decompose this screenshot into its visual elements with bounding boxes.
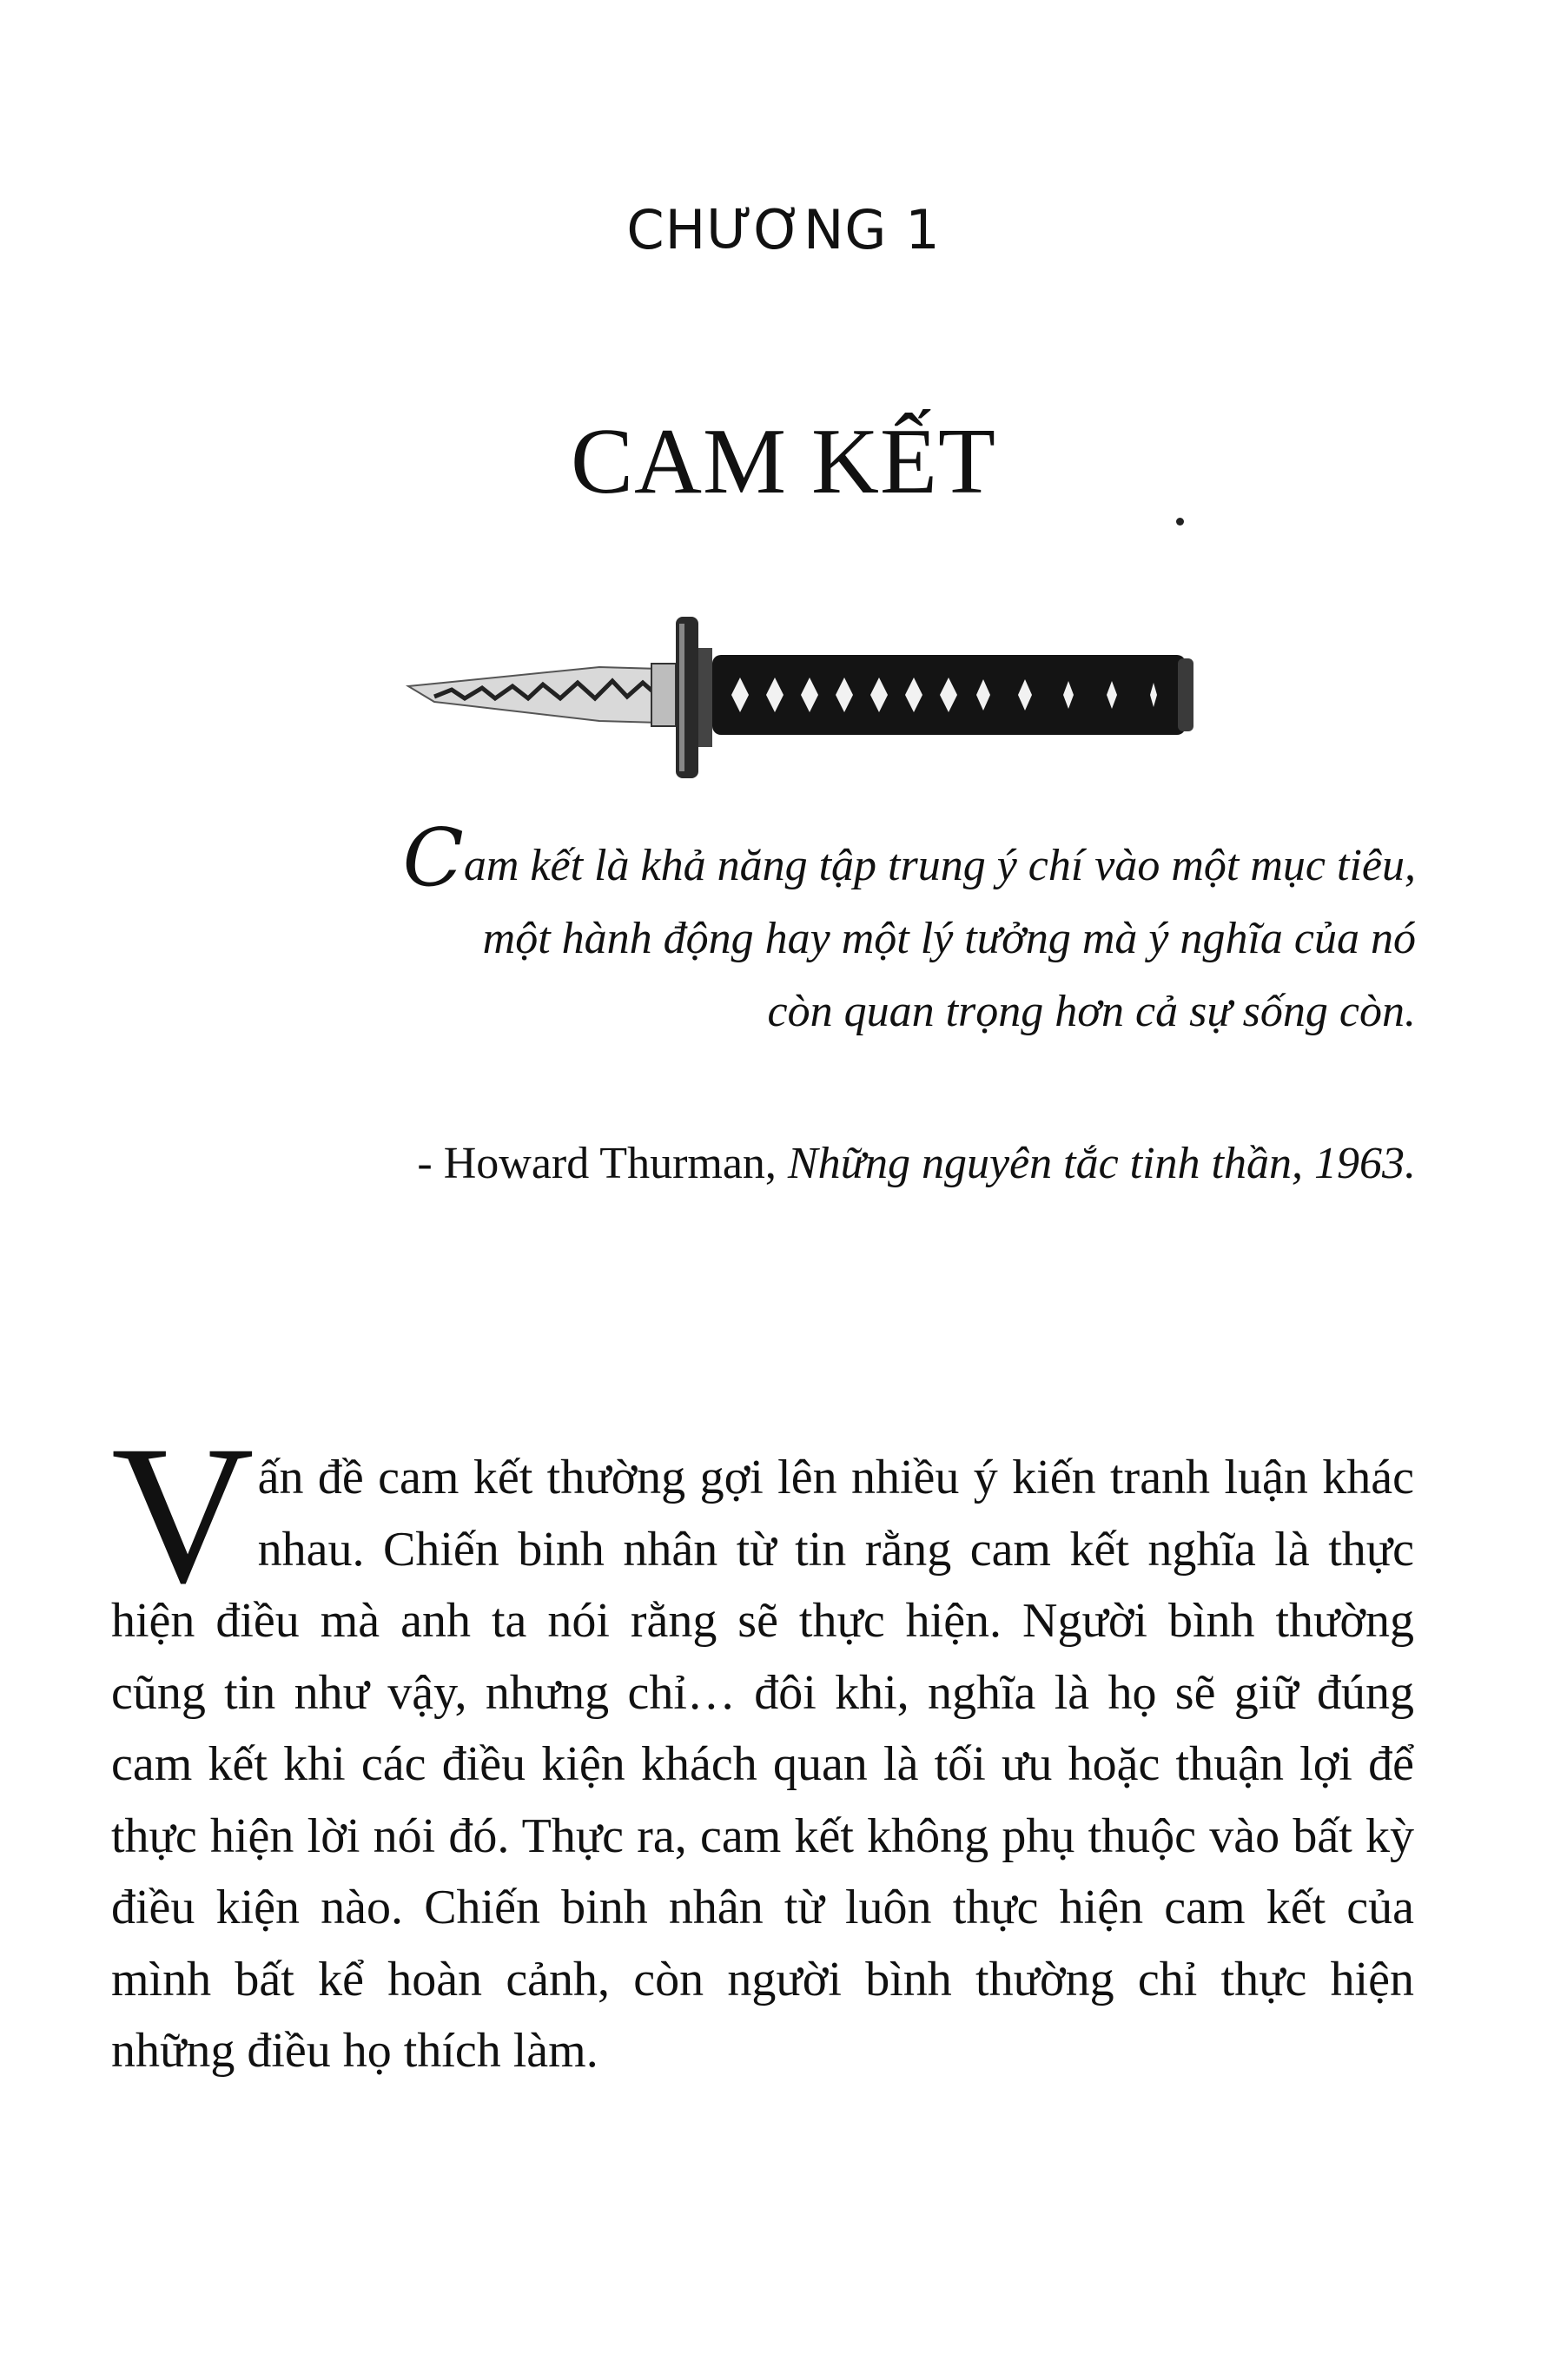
sword-tsuba — [676, 617, 698, 778]
epigraph-line-1 — [278, 811, 1416, 904]
epigraph-initial: C — [402, 811, 464, 904]
drop-cap: V — [111, 1405, 255, 1624]
body-paragraph-text: ấn đề cam kết thường gợi lên nhiều ý kiến tranh luận khác nhau. Chiến binh nhân từ tin rằng cam kết nghĩa là thực hiện điều mà anh ta nói rằng sẽ thực hiện. Người bình thường cũng tin như vậy, nhưng chỉ… đôi khi, nghĩa là họ sẽ giữ đúng cam kết khi các điều kiện khách quan là tối ưu hoặc thuận lợi để thực hiện lời nói đó. Thực ra, cam kết không phụ thuộc vào bất kỳ điều kiện nào. Chiến binh nhân từ luôn thực hiện cam kết của mình bất kể hoàn cảnh, còn người bình thường chỉ thực hiện những điều họ thích làm. — [111, 1451, 1414, 2078]
attribution-work: Những nguyên tắc tinh thần, 1963. — [787, 1139, 1416, 1188]
sword-tsuba-edge — [679, 624, 684, 771]
sword-seppa — [698, 648, 712, 747]
print-speck — [1176, 518, 1184, 526]
sword-habaki — [651, 664, 676, 726]
epigraph-attribution — [217, 1136, 1416, 1192]
chapter-label: CHƯƠNG 1 — [626, 198, 941, 261]
sword-kashira — [1178, 658, 1193, 731]
epigraph-line-1-text: am kết là khả năng tập trung ý chí vào một mục tiêu, — [463, 841, 1416, 890]
epigraph — [278, 811, 1416, 1048]
katana-sword-icon — [400, 599, 1199, 790]
attribution-author: - Howard Thurman, — [417, 1139, 788, 1188]
body-paragraph — [111, 1405, 1414, 2087]
epigraph-line-3: còn quan trọng hơn cả sự sống còn. — [767, 987, 1416, 1036]
chapter-title: CAM KẾT — [571, 410, 996, 513]
epigraph-line-2: một hành động hay một lý tưởng mà ý nghĩa của nó — [482, 914, 1416, 963]
